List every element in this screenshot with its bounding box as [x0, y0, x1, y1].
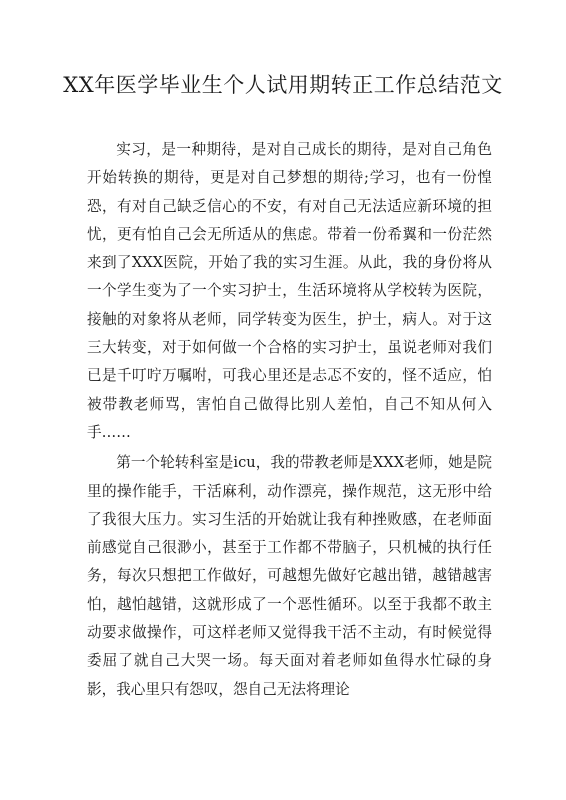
paragraph-2: 第一个轮转科室是icu，我的带教老师是XXX老师，她是院里的操作能手，干活麻利，动作漂亮，操作规范，这无形中给了我很大压力。实习生活的开始就让我有种挫败感，在老师面前感觉自己很渺小，甚至于工作都不带脑子，只机械的执行任务，每次只想把工作做好，可越想先做好它越出错，越错越害怕，越怕越错，这就形成了一个恶性循环。以至于我都不敢主动要求做操作，可这样老师又觉得我干活不主动，有时候觉得委屈了就自己大哭一场。每天面对着老师如鱼得水忙碌的身影，我心里只有怨叹，怨自己无法将理论	[87, 454, 492, 698]
paragraph-1: 实习，是一种期待，是对自己成长的期待，是对自己角色开始转换的期待，更是对自己梦想的期待;学习，也有一份惶恐，有对自己缺乏信心的不安，有对自己无法适应新环境的担忧，更有怕自己会无所适从的焦虑。带着一份希翼和一份茫然来到了XXX医院，开始了我的实习生涯。从此，我的身份将从一个学生变为了一个实习护士，生活环境将从学校转为医院，接触的对象将从老师，同学转变为医生，护士，病人。对于这三大转变，对于如何做一个合格的实习护士，虽说老师对我们已是千叮咛万嘱咐，可我心里还是忐忑不安的，怪不适应，怕被带教老师骂，害怕自己做得比别人差怕，自己不知从何入手……	[87, 141, 492, 441]
document-body	[87, 136, 492, 704]
document-title: XX年医学毕业生个人试用期转正工作总结范文	[63, 73, 503, 97]
